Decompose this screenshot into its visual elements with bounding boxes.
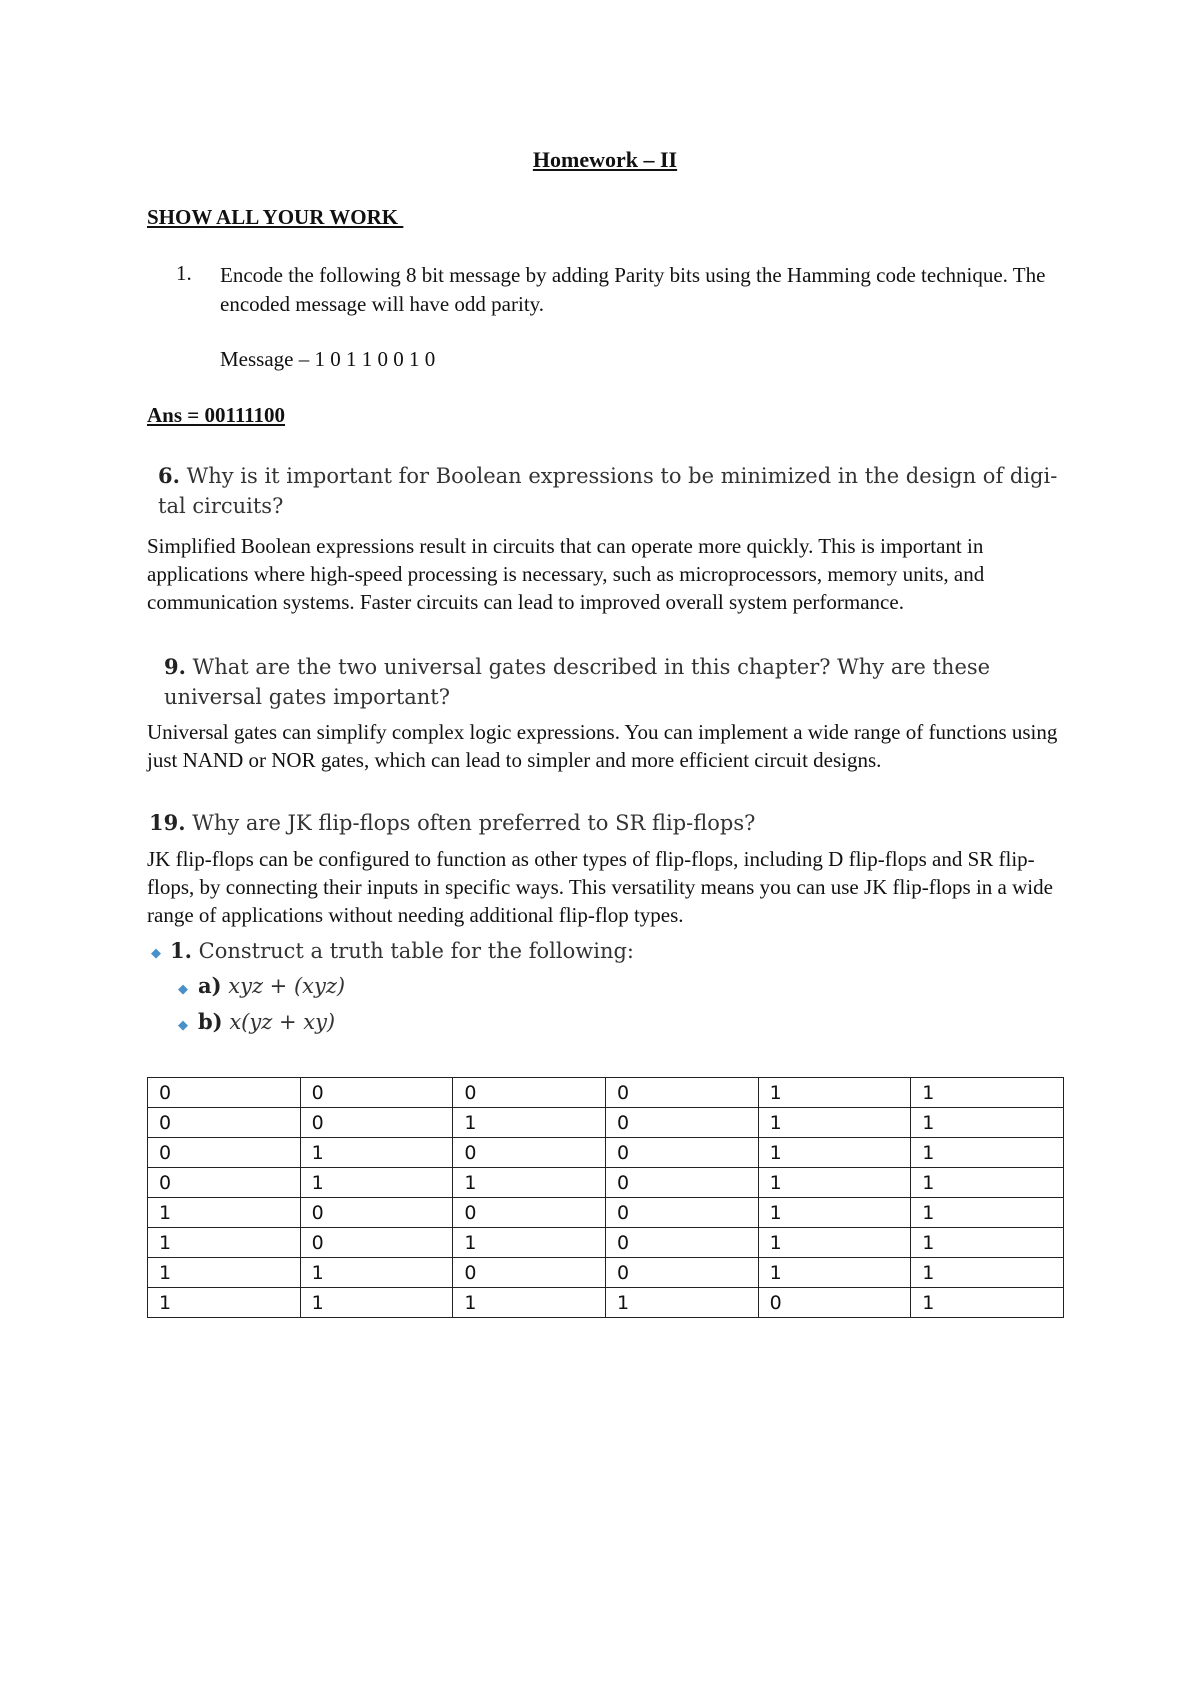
table-cell: 1: [758, 1138, 911, 1168]
table-cell: 1: [148, 1198, 301, 1228]
question-6-text: Why is it important for Boolean expressions to be minimized in the design of digi-tal circuits?: [158, 464, 1058, 518]
table-cell: 0: [605, 1138, 758, 1168]
table-row: [148, 1108, 1064, 1138]
table-cell: 0: [300, 1078, 453, 1108]
table-cell: 0: [453, 1078, 606, 1108]
table-row: [148, 1168, 1064, 1198]
truth-table: [147, 1077, 1064, 1318]
table-row: [148, 1138, 1064, 1168]
table-cell: 0: [605, 1108, 758, 1138]
part-b-formula: x(yz + xy): [229, 1010, 336, 1034]
table-row: [148, 1228, 1064, 1258]
question-6: [158, 461, 1064, 521]
question-19: [149, 808, 1064, 838]
table-cell: 1: [758, 1168, 911, 1198]
table-cell: 1: [758, 1198, 911, 1228]
table-cell: 0: [148, 1108, 301, 1138]
table-cell: 0: [148, 1138, 301, 1168]
table-row: [148, 1288, 1064, 1318]
table-cell: 1: [148, 1258, 301, 1288]
table-cell: 1: [911, 1078, 1064, 1108]
part-a-formula: xyz + (xyz): [228, 974, 346, 998]
table-cell: 1: [758, 1078, 911, 1108]
table-row: [148, 1078, 1064, 1108]
table-cell: 1: [453, 1108, 606, 1138]
table-cell: 0: [300, 1198, 453, 1228]
table-cell: 1: [758, 1108, 911, 1138]
question-19-text: Why are JK flip-flops often preferred to SR flip-flops?: [192, 811, 756, 835]
table-cell: 1: [300, 1288, 453, 1318]
exercise-1: [170, 936, 870, 966]
part-b-bullet-icon: ◆: [178, 1017, 188, 1032]
table-cell: 0: [148, 1168, 301, 1198]
table-cell: 0: [300, 1108, 453, 1138]
question-9-text: What are the two universal gates described in this chapter? Why are these universal gates important?: [164, 655, 991, 709]
table-cell: 0: [453, 1258, 606, 1288]
table-row: [148, 1198, 1064, 1228]
page-title: Homework – II: [532, 147, 678, 172]
part-a-label: a): [198, 973, 222, 998]
question-9-answer: Universal gates can simplify complex logic expressions. You can implement a wide range of functions using just NAND or NOR gates, which can lead to simpler and more efficient circuit designs.: [147, 720, 1058, 772]
table-cell: 1: [911, 1138, 1064, 1168]
table-cell: 0: [300, 1228, 453, 1258]
table-cell: 0: [453, 1198, 606, 1228]
table-cell: 0: [605, 1198, 758, 1228]
exercise-1-number: 1.: [170, 938, 192, 963]
table-cell: 1: [300, 1168, 453, 1198]
part-a-bullet-icon: ◆: [178, 981, 188, 996]
table-cell: 1: [453, 1168, 606, 1198]
table-cell: 0: [758, 1288, 911, 1318]
table-cell: 1: [758, 1258, 911, 1288]
table-cell: 0: [605, 1258, 758, 1288]
question-19-answer: JK flip-flops can be configured to function as other types of flip-flops, including D flip-flops and SR flip-flops, by connecting their inputs in specific ways. This versatility means you can use JK flip-flops in a wide range of applications without needing additional flip-flop types.: [147, 847, 1053, 927]
exercise-part-b: [198, 1007, 698, 1037]
question-1-answer: Ans = 00111100: [147, 403, 286, 427]
table-cell: 1: [911, 1288, 1064, 1318]
table-cell: 1: [911, 1198, 1064, 1228]
table-cell: 0: [605, 1228, 758, 1258]
table-row: [148, 1258, 1064, 1288]
table-cell: 1: [300, 1138, 453, 1168]
table-cell: 1: [148, 1288, 301, 1318]
exercise-part-a: [198, 971, 698, 1001]
question-6-number: 6.: [158, 463, 180, 488]
table-cell: 1: [453, 1228, 606, 1258]
hamming-message: Message – 1 0 1 1 0 0 1 0: [220, 347, 436, 371]
table-cell: 1: [148, 1228, 301, 1258]
exercise-bullet-icon: ◆: [151, 945, 161, 960]
show-all-work-heading: SHOW ALL YOUR WORK: [147, 205, 404, 229]
exercise-1-text: Construct a truth table for the following:: [198, 939, 634, 963]
table-cell: 1: [300, 1258, 453, 1288]
table-cell: 1: [453, 1288, 606, 1318]
table-cell: 1: [911, 1258, 1064, 1288]
table-cell: 0: [605, 1168, 758, 1198]
question-9-number: 9.: [164, 654, 186, 679]
table-cell: 0: [148, 1078, 301, 1108]
table-cell: 0: [453, 1138, 606, 1168]
question-9: [164, 652, 1064, 712]
table-cell: 1: [911, 1228, 1064, 1258]
table-cell: 1: [911, 1108, 1064, 1138]
part-b-label: b): [198, 1009, 223, 1034]
table-cell: 1: [758, 1228, 911, 1258]
table-cell: 0: [605, 1078, 758, 1108]
question-6-answer: Simplified Boolean expressions result in circuits that can operate more quickly. This is important in applications where high-speed processing is necessary, such as microprocessors, memory units, and communication systems. Faster circuits can lead to improved overall system performance.: [147, 534, 985, 614]
question-1-text: Encode the following 8 bit message by adding Parity bits using the Hamming code technique. The encoded message will have odd parity.: [220, 263, 1046, 316]
table-cell: 1: [911, 1168, 1064, 1198]
question-19-number: 19.: [149, 810, 186, 835]
question-1-number: 1.: [176, 261, 192, 285]
table-cell: 1: [605, 1288, 758, 1318]
